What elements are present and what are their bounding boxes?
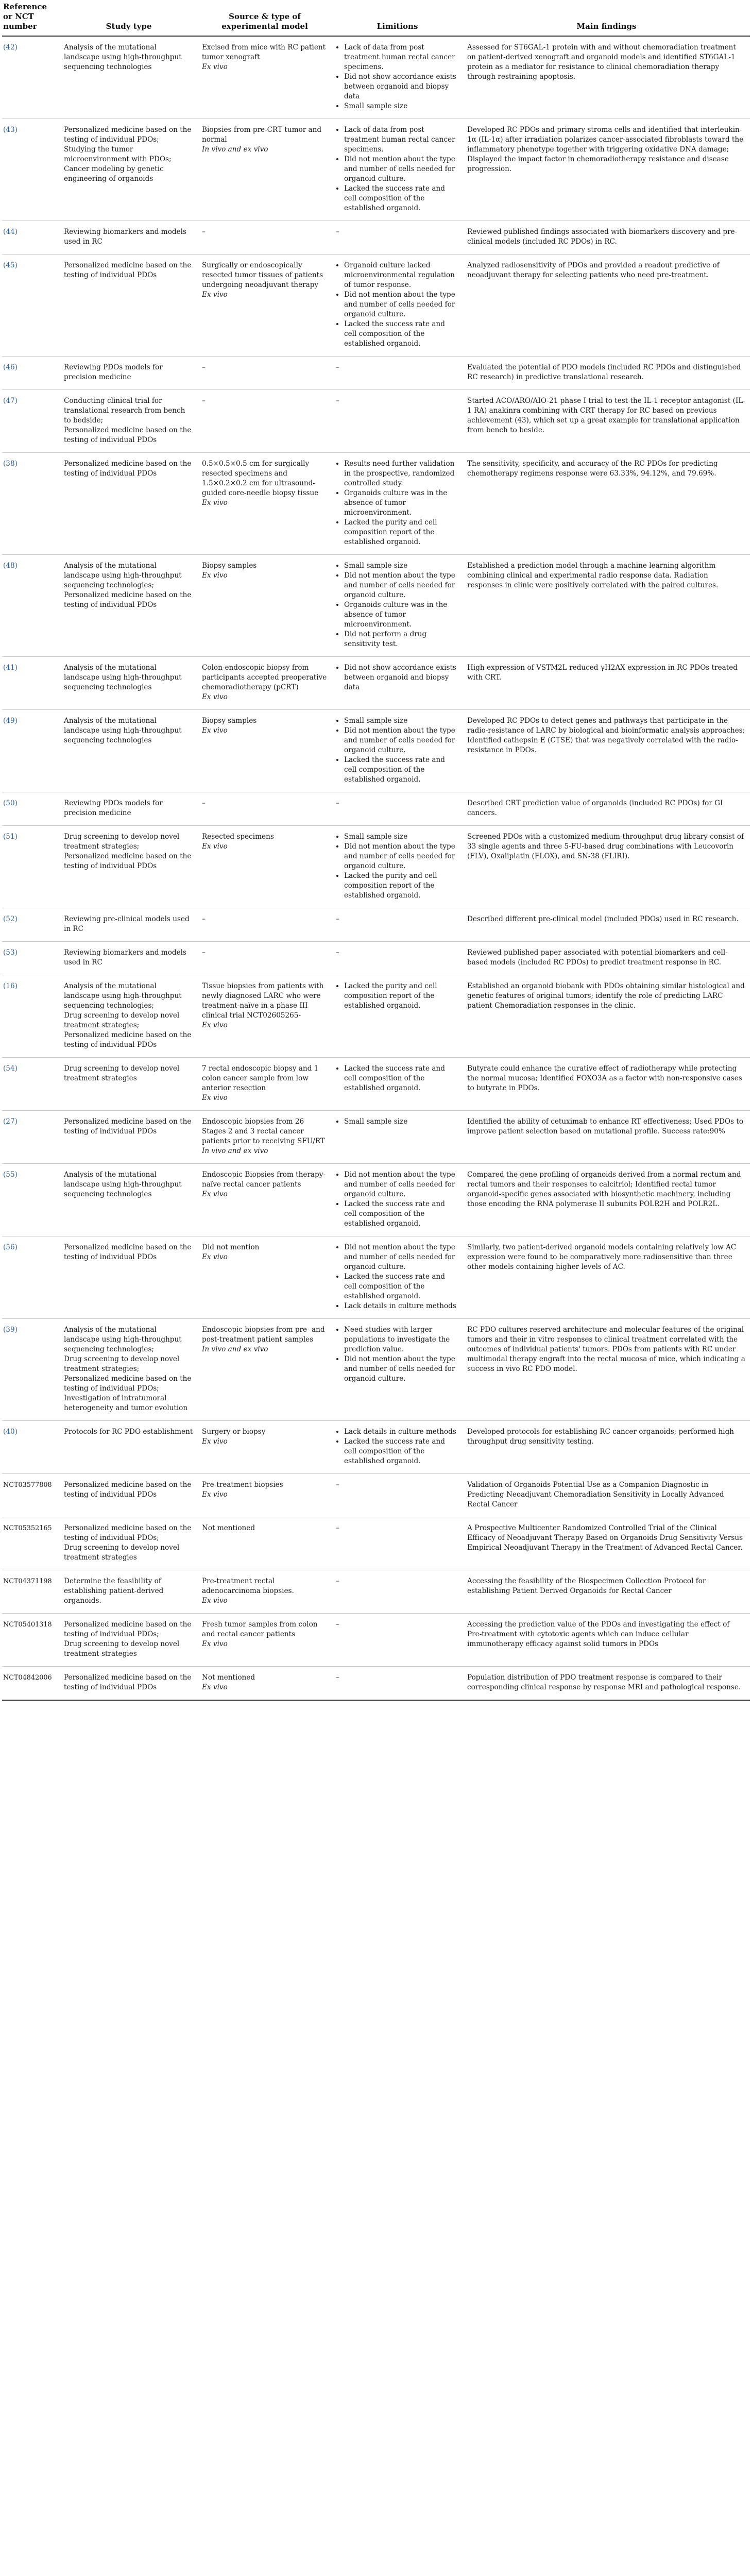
table-body	[2, 36, 750, 1700]
limitations-cell	[332, 792, 463, 826]
source-text: 7 rectal endoscopic biopsy and 1 colon cancer sample from low anterior resection	[202, 1064, 319, 1092]
table-row	[2, 119, 750, 221]
study-type-text: Determine the feasibility of establishing patient-derived organoids.	[64, 1577, 164, 1605]
limitation-item: • Small sample size	[344, 101, 459, 111]
reference-link[interactable]: (38)	[2, 453, 60, 555]
main-findings-cell: Reviewed published paper associated with potential biomarkers and cell-based models (included RC PDOs) to predict treatment response in RC.	[463, 942, 750, 975]
study-type-cell	[60, 826, 198, 908]
study-type-cell	[60, 942, 198, 975]
limitation-item: • Lacked the success rate and cell composition of the established organoid.	[344, 1064, 459, 1093]
limitations-cell	[332, 1667, 463, 1701]
limitation-item: • Lacked the success rate and cell composition of the established organoid.	[344, 1199, 459, 1229]
limitations-cell	[332, 1614, 463, 1667]
nct-number: NCT03577808	[2, 1474, 60, 1517]
main-findings-cell: Accessing the prediction value of the PDOs and investigating the effect of Pre-treatment with cytotoxic agents which can induce cellular immunotherapy efficacy against solid tumors in PDOs	[463, 1614, 750, 1667]
source-cell	[198, 1474, 332, 1517]
limitations-empty: –	[336, 948, 339, 957]
source-text: –	[202, 915, 206, 923]
study-type-text: Personalized medicine based on the testing of individual PDOs; Studying the tumor microenvironment with PDOs; Cancer modeling by genetic engineering of organoids	[64, 126, 192, 183]
study-type-cell	[60, 255, 198, 357]
study-type-cell	[60, 1517, 198, 1570]
reference-link[interactable]: (40)	[2, 1421, 60, 1474]
limitation-item: • Lacked the success rate and cell composition of the established organoid.	[344, 319, 459, 349]
header-study-type: Study type	[60, 0, 198, 36]
limitation-item: • Did not mention about the type and number of cells needed for organoid culture.	[344, 1170, 459, 1199]
model-type-text: Ex vivo	[202, 1640, 228, 1648]
study-type-text: Reviewing biomarkers and models used in RC	[64, 948, 186, 967]
table-row	[2, 1111, 750, 1164]
main-findings-cell: Described CRT prediction value of organoids (included RC PDOs) for GI cancers.	[463, 792, 750, 826]
study-type-cell	[60, 1111, 198, 1164]
limitations-list	[336, 1064, 459, 1093]
source-text: Surgically or endoscopically resected tumor tissues of patients undergoing neoadjuvant therapy	[202, 261, 323, 289]
study-type-text: Analysis of the mutational landscape using high-throughput sequencing technologies	[64, 1171, 182, 1198]
source-text: Surgery or biopsy	[202, 1428, 266, 1436]
table-row	[2, 942, 750, 975]
reference-link[interactable]: (49)	[2, 710, 60, 792]
main-findings-cell: Developed protocols for establishing RC cancer organoids; performed high throughput drug sensitivity testing.	[463, 1421, 750, 1474]
limitation-item: • Organoids culture was in the absence of tumor microenvironment.	[344, 488, 459, 518]
study-type-text: Analysis of the mutational landscape using high-throughput sequencing technologies	[64, 717, 182, 744]
source-text: Biopsies from pre-CRT tumor and normal	[202, 126, 322, 144]
limitation-item: • Lacked the purity and cell composition report of the established organoid.	[344, 871, 459, 901]
limitations-cell	[332, 1570, 463, 1614]
limitations-empty: –	[336, 1481, 339, 1489]
table-row	[2, 1421, 750, 1474]
source-text: Tissue biopsies from patients with newly diagnosed LARC who were treatment-naïve in a phase III clinical trial NCT02605265-	[202, 982, 324, 1020]
main-findings-cell: High expression of VSTM2L reduced γH2AX expression in RC PDOs treated with CRT.	[463, 657, 750, 710]
source-cell	[198, 657, 332, 710]
source-text: Pre-treatment biopsies	[202, 1481, 283, 1489]
source-cell	[198, 1319, 332, 1421]
reference-link[interactable]: (52)	[2, 908, 60, 942]
source-text: Biopsy samples	[202, 562, 257, 570]
model-type-text: Ex vivo	[202, 63, 228, 71]
source-cell	[198, 221, 332, 255]
source-cell	[198, 1164, 332, 1236]
table-row	[2, 255, 750, 357]
reference-link[interactable]: (56)	[2, 1236, 60, 1319]
main-findings-cell: Developed RC PDOs and primary stroma cells and identified that interleukin-1α (IL-1α) after irradiation polarizes cancer-associated fibroblasts toward the inflammatory phenotype together with triggering oxidative DNA damage; Displayed the impact factor in chemoradiotherapy resistance and disease progression.	[463, 119, 750, 221]
study-type-cell	[60, 1667, 198, 1701]
limitations-list	[336, 459, 459, 547]
main-findings-cell: Reviewed published findings associated with biomarkers discovery and pre-clinical models (included RC PDOs) in RC.	[463, 221, 750, 255]
model-type-text: Ex vivo	[202, 499, 228, 507]
limitations-cell	[332, 657, 463, 710]
limitations-list	[336, 1243, 459, 1311]
limitations-list	[336, 1117, 459, 1127]
main-findings-cell: Identified the ability of cetuximab to enhance RT effectiveness; Used PDOs to improve patient selection based on mutational profile. Success rate:90%	[463, 1111, 750, 1164]
source-cell	[198, 453, 332, 555]
limitation-item: • Lacked the success rate and cell composition of the established organoid.	[344, 755, 459, 785]
limitation-item: • Need studies with larger populations to investigate the prediction value.	[344, 1325, 459, 1354]
limitations-empty: –	[336, 1673, 339, 1682]
study-type-text: Analysis of the mutational landscape using high-throughput sequencing technologies	[64, 43, 182, 71]
source-cell	[198, 908, 332, 942]
model-type-text: Ex vivo	[202, 571, 228, 580]
table-row	[2, 975, 750, 1058]
limitations-empty: –	[336, 915, 339, 923]
source-text: Pre-treatment rectal adenocarcinoma biopsies.	[202, 1577, 294, 1595]
reference-link[interactable]: (43)	[2, 119, 60, 221]
header-source: Source & type of experimental model	[198, 0, 332, 36]
limitations-cell	[332, 1421, 463, 1474]
reference-link[interactable]: (48)	[2, 555, 60, 657]
table-row	[2, 1614, 750, 1667]
model-type-text: Ex vivo	[202, 1094, 228, 1102]
main-findings-cell: Started ACO/ARO/AIO-21 phase I trial to test the IL-1 receptor antagonist (IL-1 RA) anakinra combining with CRT therapy for RC based on previous achievement (43), which set up a great example for translational application from bench to beside.	[463, 390, 750, 453]
limitation-item: • Did not show accordance exists between organoid and biopsy data	[344, 72, 459, 101]
limitations-list	[336, 716, 459, 785]
limitations-cell	[332, 1058, 463, 1111]
limitations-cell	[332, 975, 463, 1058]
study-type-text: Personalized medicine based on the testing of individual PDOs; Drug screening to develop novel treatment strategies	[64, 1524, 192, 1562]
reference-link[interactable]: (47)	[2, 390, 60, 453]
limitations-list	[336, 43, 459, 111]
limitation-item: • Lacked the purity and cell composition report of the established organoid.	[344, 981, 459, 1011]
study-type-cell	[60, 908, 198, 942]
source-text: –	[202, 948, 206, 957]
study-type-text: Personalized medicine based on the testing of individual PDOs	[64, 1117, 192, 1136]
table-row	[2, 1319, 750, 1421]
source-cell	[198, 390, 332, 453]
source-text: Not mentioned	[202, 1673, 255, 1682]
table-row	[2, 1236, 750, 1319]
table-row	[2, 555, 750, 657]
source-cell	[198, 1614, 332, 1667]
limitations-cell	[332, 1111, 463, 1164]
source-text: 0.5×0.5×0.5 cm for surgically resected specimens and 1.5×0.2×0.2 cm for ultrasound-guided core-needle biopsy tissue	[202, 460, 319, 497]
source-text: Did not mention	[202, 1243, 260, 1251]
main-findings-cell: Evaluated the potential of PDO models (included RC PDOs and distinguished RC research) in predictive translational research.	[463, 357, 750, 390]
limitations-cell	[332, 36, 463, 119]
limitation-item: • Did not mention about the type and number of cells needed for organoid culture.	[344, 155, 459, 184]
source-text: –	[202, 397, 206, 405]
source-cell	[198, 1236, 332, 1319]
source-cell	[198, 975, 332, 1058]
table-row	[2, 1570, 750, 1614]
limitation-item: • Lacked the success rate and cell composition of the established organoid.	[344, 1437, 459, 1466]
source-cell	[198, 1570, 332, 1614]
table-header	[2, 0, 750, 36]
limitations-empty: –	[336, 799, 339, 807]
table-row	[2, 792, 750, 826]
source-text: Resected specimens	[202, 833, 274, 841]
model-type-text: Ex vivo	[202, 693, 228, 701]
model-type-text: Ex vivo	[202, 1490, 228, 1499]
limitation-item: • Organoid culture lacked microenvironmental regulation of tumor response.	[344, 261, 459, 290]
limitation-item: • Did not show accordance exists between organoid and biopsy data	[344, 663, 459, 692]
model-type-text: In vivo and ex vivo	[202, 1345, 268, 1353]
limitation-item: • Did not mention about the type and number of cells needed for organoid culture.	[344, 571, 459, 600]
limitations-list	[336, 1170, 459, 1229]
main-findings-cell: Accessing the feasibility of the Biospecimen Collection Protocol for establishing Patient Derived Organoids for Rectal Cancer	[463, 1570, 750, 1614]
study-type-cell	[60, 555, 198, 657]
limitations-empty: –	[336, 397, 339, 405]
reference-link[interactable]: (55)	[2, 1164, 60, 1236]
main-findings-cell: Screened PDOs with a customized medium-throughput drug library consist of 33 single agents and three 5-FU-based drug combinations with Leucovorin (FLV), Oxaliplatin (FLOX), and SN-38 (FLIRI).	[463, 826, 750, 908]
limitations-list	[336, 125, 459, 213]
model-type-text: Ex vivo	[202, 291, 228, 299]
limitation-item: • Did not mention about the type and number of cells needed for organoid culture.	[344, 1354, 459, 1384]
model-type-text: In vivo and ex vivo	[202, 145, 268, 154]
study-type-text: Analysis of the mutational landscape using high-throughput sequencing technologies; Drug screening to develop novel treatment strategies; Personalized medicine based on the testing of individual PDOs	[64, 982, 192, 1049]
header-main-findings: Main findings	[463, 0, 750, 36]
table-row	[2, 390, 750, 453]
limitation-item: • Did not mention about the type and number of cells needed for organoid culture.	[344, 726, 459, 755]
study-type-cell	[60, 357, 198, 390]
limitations-cell	[332, 1164, 463, 1236]
source-cell	[198, 792, 332, 826]
study-type-cell	[60, 792, 198, 826]
study-type-cell	[60, 1058, 198, 1111]
source-cell	[198, 119, 332, 221]
source-cell	[198, 1058, 332, 1111]
limitation-item: • Lacked the success rate and cell composition of the established organoid.	[344, 184, 459, 213]
study-type-cell	[60, 390, 198, 453]
reference-link[interactable]: (42)	[2, 36, 60, 119]
limitations-cell	[332, 555, 463, 657]
source-cell	[198, 1517, 332, 1570]
limitations-list	[336, 832, 459, 901]
limitations-cell	[332, 1319, 463, 1421]
limitations-list	[336, 561, 459, 649]
study-type-cell	[60, 657, 198, 710]
main-findings-cell: Analyzed radiosensitivity of PDOs and provided a readout predictive of neoadjuvant therapy for selecting patients who need pre-treatment.	[463, 255, 750, 357]
main-findings-cell: Butyrate could enhance the curative effect of radiotherapy while protecting the normal mucosa; Identified FOXO3A as a factor with non-responsive cases to butyrate in PDOs.	[463, 1058, 750, 1111]
reference-link[interactable]: (50)	[2, 792, 60, 826]
limitations-cell	[332, 119, 463, 221]
limitations-list	[336, 1427, 459, 1466]
study-type-text: Reviewing pre-clinical models used in RC	[64, 915, 190, 933]
study-type-text: Personalized medicine based on the testing of individual PDOs	[64, 460, 192, 478]
study-type-text: Drug screening to develop novel treatment strategies	[64, 1064, 180, 1082]
source-cell	[198, 710, 332, 792]
nct-number: NCT04371198	[2, 1570, 60, 1614]
model-type-text: In vivo and ex vivo	[202, 1147, 268, 1155]
reference-link[interactable]: (44)	[2, 221, 60, 255]
limitation-item: • Small sample size	[344, 832, 459, 842]
limitation-item: • Small sample size	[344, 716, 459, 726]
source-cell	[198, 1421, 332, 1474]
table-row	[2, 453, 750, 555]
reference-table	[2, 0, 750, 1701]
source-text: Endoscopic biopsies from 26 Stages 2 and 3 rectal cancer patients prior to receiving SFU/RT	[202, 1117, 325, 1145]
limitation-item: • Results need further validation in the prospective, randomized controlled study.	[344, 459, 459, 488]
source-text: Endoscopic Biopsies from therapy-naïve rectal cancer patients	[202, 1171, 326, 1189]
reference-link[interactable]: (39)	[2, 1319, 60, 1421]
table-row	[2, 1517, 750, 1570]
source-cell	[198, 36, 332, 119]
reference-link[interactable]: (54)	[2, 1058, 60, 1111]
limitations-cell	[332, 942, 463, 975]
limitations-cell	[332, 710, 463, 792]
main-findings-cell: Established a prediction model through a machine learning algorithm combining clinical and experimental radio response data. Radiation responses in clinic were positively correlated with the paired cultures.	[463, 555, 750, 657]
source-cell	[198, 1111, 332, 1164]
limitations-list	[336, 981, 459, 1011]
table-row	[2, 710, 750, 792]
model-type-text: Ex vivo	[202, 1190, 228, 1198]
limitations-cell	[332, 357, 463, 390]
study-type-text: Analysis of the mutational landscape using high-throughput sequencing technologies; Drug screening to develop novel treatment strategies; Personalized medicine based on the testing of individual PDOs; Investigation of intratumoral heterogeneity and tumor evolution	[64, 1326, 192, 1412]
study-type-text: Reviewing biomarkers and models used in RC	[64, 228, 186, 246]
main-findings-cell: Population distribution of PDO treatment response is compared to their corresponding clinical response by response MRI and pathological response.	[463, 1667, 750, 1701]
model-type-text: Ex vivo	[202, 842, 228, 851]
limitation-item: • Did not mention about the type and number of cells needed for organoid culture.	[344, 290, 459, 319]
limitations-cell	[332, 453, 463, 555]
main-findings-cell: Similarly, two patient-derived organoid models containing relatively low AC expression were found to be comparatively more radiosensitive than three other models containing higher levels of AC.	[463, 1236, 750, 1319]
source-text: –	[202, 363, 206, 371]
limitation-item: • Small sample size	[344, 561, 459, 571]
table-row	[2, 1058, 750, 1111]
source-cell	[198, 826, 332, 908]
model-type-text: Ex vivo	[202, 1253, 228, 1261]
limitations-cell	[332, 826, 463, 908]
header-limitations: Limitions	[332, 0, 463, 36]
limitation-item: • Did not mention about the type and number of cells needed for organoid culture.	[344, 842, 459, 871]
study-type-cell	[60, 36, 198, 119]
limitations-empty: –	[336, 363, 339, 371]
nct-number: NCT04842006	[2, 1667, 60, 1701]
main-findings-cell: Compared the gene profiling of organoids derived from a normal rectum and rectal tumors and their responses to calcitriol; Identified rectal tumor organoid-specific genes associated with biosynthetic machinery, including those encoding the RNA polymerase II subunits POLR2H and POLR2L.	[463, 1164, 750, 1236]
limitations-list	[336, 1325, 459, 1384]
source-cell	[198, 555, 332, 657]
source-text: Endoscopic biopsies from pre- and post-treatment patient samples	[202, 1326, 325, 1344]
limitations-cell	[332, 221, 463, 255]
reference-link[interactable]: (27)	[2, 1111, 60, 1164]
study-type-cell	[60, 1164, 198, 1236]
limitation-item: • Lack of data from post treatment human rectal cancer specimens.	[344, 125, 459, 155]
limitation-item: • Lacked the success rate and cell composition of the established organoid.	[344, 1272, 459, 1301]
limitation-item: • Lack of data from post treatment human rectal cancer specimens.	[344, 43, 459, 72]
study-type-text: Personalized medicine based on the testing of individual PDOs	[64, 1673, 192, 1691]
study-type-cell	[60, 453, 198, 555]
limitations-empty: –	[336, 1577, 339, 1585]
table-row	[2, 36, 750, 119]
reference-link[interactable]: (41)	[2, 657, 60, 710]
model-type-text: Ex vivo	[202, 1437, 228, 1446]
nct-number: NCT05352165	[2, 1517, 60, 1570]
study-type-text: Reviewing PDOs models for precision medicine	[64, 799, 163, 817]
main-findings-cell: Validation of Organoids Potential Use as a Companion Diagnostic in Predicting Neoadjuvant Chemoradiation Sensitivity in Locally Advanced Rectal Cancer	[463, 1474, 750, 1517]
table-row	[2, 1474, 750, 1517]
study-type-text: Personalized medicine based on the testing of individual PDOs	[64, 1481, 192, 1499]
reference-link[interactable]: (53)	[2, 942, 60, 975]
limitation-item: • Lacked the purity and cell composition report of the established organoid.	[344, 518, 459, 547]
study-type-cell	[60, 1614, 198, 1667]
table-row	[2, 1667, 750, 1701]
source-text: –	[202, 799, 206, 807]
study-type-text: Personalized medicine based on the testing of individual PDOs	[64, 1243, 192, 1261]
table-row	[2, 657, 750, 710]
source-text: Fresh tumor samples from colon and rectal cancer patients	[202, 1620, 318, 1638]
model-type-text: Ex vivo	[202, 1683, 228, 1691]
source-text: Colon-endoscopic biopsy from participants accepted preoperative chemoradiotherapy (pCRT)	[202, 664, 327, 691]
limitations-cell	[332, 908, 463, 942]
limitations-empty: –	[336, 228, 339, 236]
limitations-list	[336, 261, 459, 349]
source-text: Biopsy samples	[202, 717, 257, 725]
limitations-cell	[332, 1474, 463, 1517]
limitation-item: • Lack details in culture methods	[344, 1301, 459, 1311]
limitations-empty: –	[336, 1620, 339, 1629]
limitations-empty: –	[336, 1524, 339, 1532]
reference-link[interactable]: (46)	[2, 357, 60, 390]
study-type-cell	[60, 1319, 198, 1421]
table-row	[2, 1164, 750, 1236]
study-type-text: Personalized medicine based on the testing of individual PDOs	[64, 261, 192, 279]
limitation-item: • Did not mention about the type and number of cells needed for organoid culture.	[344, 1243, 459, 1272]
model-type-text: Ex vivo	[202, 1597, 228, 1605]
reference-link[interactable]: (16)	[2, 975, 60, 1058]
main-findings-cell: Described different pre-clinical model (included PDOs) used in RC research.	[463, 908, 750, 942]
table-row	[2, 826, 750, 908]
study-type-text: Drug screening to develop novel treatment strategies; Personalized medicine based on the testing of individual PDOs	[64, 833, 192, 870]
source-text: Excised from mice with RC patient tumor xenograft	[202, 43, 326, 61]
limitations-cell	[332, 390, 463, 453]
study-type-text: Personalized medicine based on the testing of individual PDOs; Drug screening to develop novel treatment strategies	[64, 1620, 192, 1658]
header-reference: Reference or NCT number	[2, 0, 60, 36]
limitations-cell	[332, 1236, 463, 1319]
source-cell	[198, 255, 332, 357]
source-cell	[198, 1667, 332, 1701]
limitation-item: • Organoids culture was in the absence of tumor microenvironment.	[344, 600, 459, 630]
study-type-text: Analysis of the mutational landscape using high-throughput sequencing technologies	[64, 664, 182, 691]
main-findings-cell: Developed RC PDOs to detect genes and pathways that participate in the radio-resistance of LARC by biological and bioinformatic analysis approaches; Identified cathepsin E (CTSE) that was negatively correlated with the radio-resistance in PDOs.	[463, 710, 750, 792]
limitation-item: • Small sample size	[344, 1117, 459, 1127]
source-cell	[198, 357, 332, 390]
model-type-text: Ex vivo	[202, 1021, 228, 1029]
main-findings-cell: The sensitivity, specificity, and accuracy of the RC PDOs for predicting chemotherapy regimens response were 63.33%, 94.12%, and 79.69%.	[463, 453, 750, 555]
nct-number: NCT05401318	[2, 1614, 60, 1667]
main-findings-cell: Established an organoid biobank with PDOs obtaining similar histological and genetic features of original tumors; identify the role of predicting LARC patient Chemoradiation responses in the clinic.	[463, 975, 750, 1058]
study-type-text: Reviewing PDOs models for precision medicine	[64, 363, 163, 381]
limitations-list	[336, 663, 459, 692]
reference-link[interactable]: (45)	[2, 255, 60, 357]
header-row	[2, 0, 750, 36]
limitation-item: • Did not perform a drug sensitivity test.	[344, 630, 459, 649]
reference-link[interactable]: (51)	[2, 826, 60, 908]
study-type-text: Analysis of the mutational landscape using high-throughput sequencing technologies; Personalized medicine based on the testing of individual PDOs	[64, 562, 192, 609]
source-text: Not mentioned	[202, 1524, 255, 1532]
study-type-cell	[60, 1421, 198, 1474]
limitation-item: • Lack details in culture methods	[344, 1427, 459, 1437]
source-cell	[198, 942, 332, 975]
main-findings-cell: RC PDO cultures reserved architecture and molecular features of the original tumors and their in vitro responses to clinical treatment correlated with the outcomes of individual patients' tumors. PDOs from patients with RC under multimodal therapy engraft into the rectal mucosa of mice, which indicating a success in vivo RC PDO model.	[463, 1319, 750, 1421]
study-type-cell	[60, 119, 198, 221]
study-type-cell	[60, 1474, 198, 1517]
study-type-cell	[60, 1236, 198, 1319]
table-row	[2, 908, 750, 942]
main-findings-cell: Assessed for ST6GAL-1 protein with and without chemoradiation treatment on patient-derived xenograft and organoid models and identified ST6GAL-1 protein as a mediator for resistance to clinical chemoradiation therapy through restraining apoptosis.	[463, 36, 750, 119]
limitations-cell	[332, 255, 463, 357]
model-type-text: Ex vivo	[202, 726, 228, 735]
limitations-cell	[332, 1517, 463, 1570]
study-type-text: Protocols for RC PDO establishment	[64, 1428, 193, 1436]
source-text: –	[202, 228, 206, 236]
study-type-cell	[60, 710, 198, 792]
study-type-cell	[60, 221, 198, 255]
study-type-text: Conducting clinical trial for translational research from bench to bedside; Personalized medicine based on the testing of individual PDOs	[64, 397, 192, 444]
table-row	[2, 221, 750, 255]
table-row	[2, 357, 750, 390]
study-type-cell	[60, 1570, 198, 1614]
main-findings-cell: A Prospective Multicenter Randomized Controlled Trial of the Clinical Efficacy of Neoadjuvant Therapy Based on Organoids Drug Sensitivity Versus Empirical Neoadjuvant Therapy in the Treatment of Advanced Rectal Cancer.	[463, 1517, 750, 1570]
study-type-cell	[60, 975, 198, 1058]
